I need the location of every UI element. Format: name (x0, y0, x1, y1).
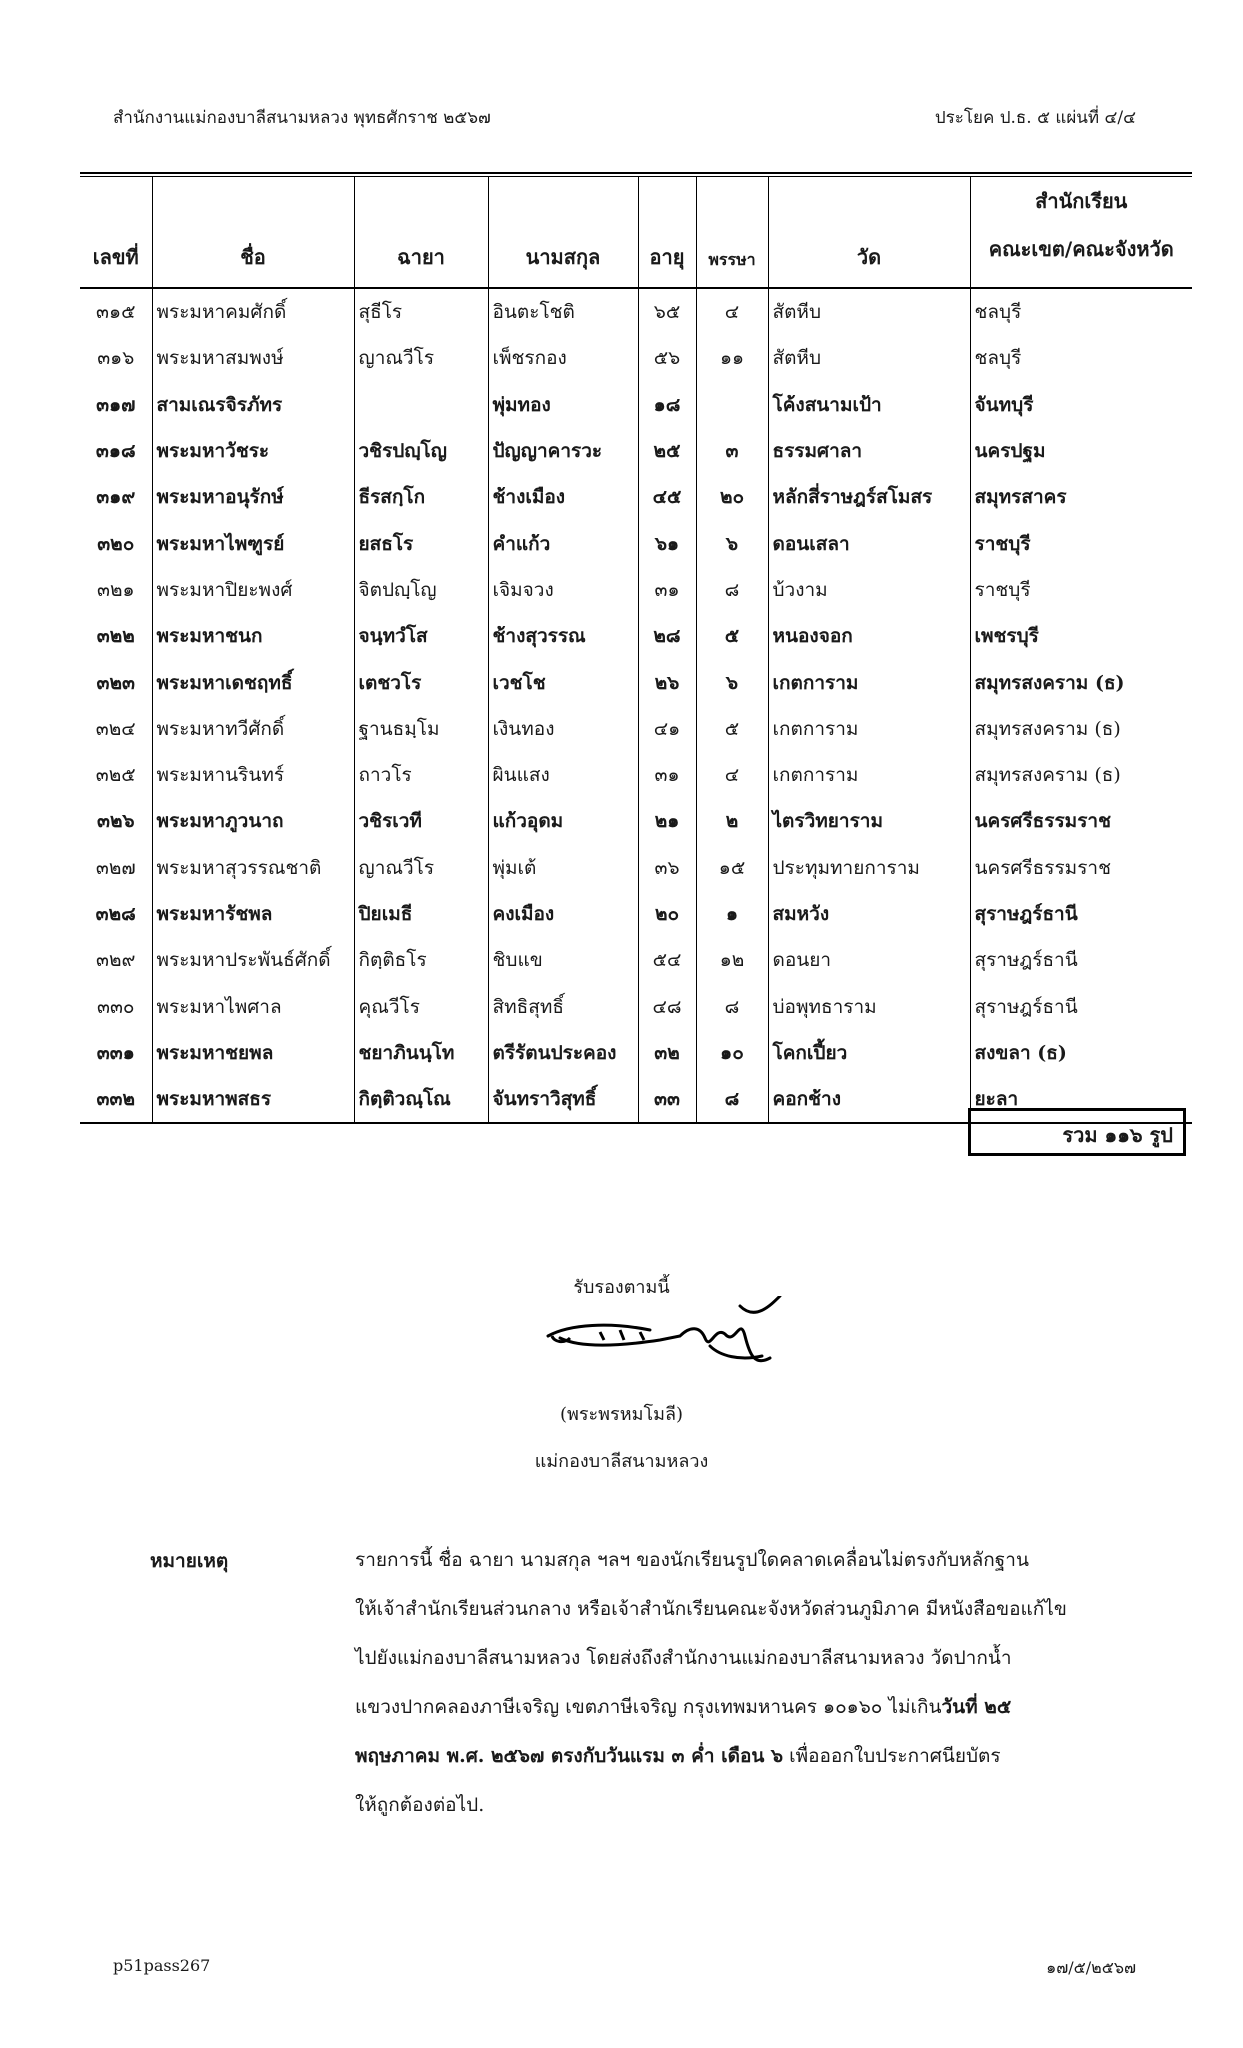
cell-wat: สัตหีบ (768, 335, 970, 381)
cell-surname: ตรีรัตนประคอง (488, 1030, 638, 1076)
cell-age: ๔๘ (638, 983, 696, 1029)
table-row (80, 520, 1192, 566)
cell-name: พระมหาคมศักดิ์ (152, 288, 354, 335)
cell-name: พระมหานรินทร์ (152, 752, 354, 798)
cell-school: นครศรีธรรมราช (970, 845, 1192, 891)
cell-chaya: เตชวโร (354, 659, 488, 705)
cell-school: สมุทรสงคราม (ธ) (970, 706, 1192, 752)
cell-no: ๓๒๓ (96, 671, 135, 694)
footer-code: p51pass267 (113, 1956, 211, 1975)
cell-chaya: ถาวโร (354, 752, 488, 798)
cell-no: ๓๓๑ (96, 1041, 135, 1064)
cell-surname: สิทธิสุทธิ์ (488, 983, 638, 1029)
table-row (80, 613, 1192, 659)
note-label: หมายเหตุ (150, 1550, 229, 1572)
cell-chaya: คุณวีโร (354, 983, 488, 1029)
cell-vassa: ๒๐ (696, 474, 768, 520)
table-row (80, 335, 1192, 381)
cell-vassa: ๕ (696, 613, 768, 659)
cell-no: ๓๒๙ (96, 949, 136, 972)
cell-vassa: ๑ (696, 891, 768, 937)
cell-surname: คำแก้ว (488, 520, 638, 566)
cell-no: ๓๑๙ (96, 486, 136, 509)
cell-chaya: ชยาภินนฺโท (354, 1030, 488, 1076)
cell-no: ๓๑๗ (96, 393, 136, 416)
cell-no: ๓๒๘ (95, 903, 136, 925)
table-row (80, 1030, 1192, 1076)
note-line (355, 1732, 1075, 1781)
table-row (80, 706, 1192, 752)
cell-name: พระมหาอนุรักษ์ (152, 474, 354, 520)
cell-age: ๒๖ (638, 659, 696, 705)
cell-surname: อินตะโชติ (488, 288, 638, 335)
cell-surname: แก้วอุดม (488, 798, 638, 844)
note-line (355, 1683, 1075, 1732)
cell-name: พระมหาชนก (152, 613, 354, 659)
cell-vassa: ๕ (696, 706, 768, 752)
table-row (80, 288, 1192, 335)
cell-wat: สัตหีบ (768, 288, 970, 335)
cell-name: พระมหาภูวนาถ (152, 798, 354, 844)
cell-surname: ช้างเมือง (488, 474, 638, 520)
header-sheet: ประโยค ป.ธ. ๕ แผ่นที่ ๔/๔ (934, 108, 1136, 128)
signature-image (540, 1296, 800, 1386)
cell-school: ชลบุรี (970, 335, 1192, 381)
cell-wat: คอกช้าง (768, 1076, 970, 1123)
col-age: อายุ (638, 177, 696, 288)
total-box: รวม ๑๑๖ รูป (968, 1108, 1186, 1156)
col-school-bottom: คณะเขต/คณะจังหวัด (988, 237, 1174, 261)
cell-school: ราชบุรี (970, 567, 1192, 613)
cell-chaya: ญาณวีโร (354, 845, 488, 891)
cell-age: ๔๑ (638, 706, 696, 752)
cell-chaya: จิตปญฺโญ (354, 567, 488, 613)
cell-vassa (696, 382, 768, 428)
cell-age: ๓๑ (638, 752, 696, 798)
cell-chaya: ญาณวีโร (354, 335, 488, 381)
cell-school: นครศรีธรรมราช (970, 798, 1192, 844)
cell-age: ๖๑ (638, 520, 696, 566)
col-vassa: พรรษา (696, 177, 768, 288)
cell-chaya: ฐานธมฺโม (354, 706, 488, 752)
cell-school: สุราษฎร์ธานี (970, 937, 1192, 983)
cell-school: ยะลา (970, 1076, 1192, 1123)
cell-name: พระมหาไพศาล (152, 983, 354, 1029)
cell-age: ๒๑ (638, 798, 696, 844)
col-name: ชื่อ (152, 177, 354, 288)
cell-surname: เพ็ชรกอง (488, 335, 638, 381)
cell-vassa: ๑๑ (696, 335, 768, 381)
cell-chaya: วชิรเวที (354, 798, 488, 844)
note-line4-normal: แขวงปากคลองภาษีเจริญ เขตภาษีเจริญ กรุงเทพมหานคร ๑๐๑๖๐ ไม่เกิน (355, 1696, 942, 1718)
cell-chaya: กิตฺติธโร (354, 937, 488, 983)
cell-no: ๓๒๒ (96, 625, 135, 648)
cell-wat: ประทุมทายการาม (768, 845, 970, 891)
cell-wat: ดอนยา (768, 937, 970, 983)
cell-chaya: สุธีโร (354, 288, 488, 335)
note-body (355, 1536, 1075, 1830)
cell-name: พระมหาพสธร (152, 1076, 354, 1123)
cell-wat: หนองจอก (768, 613, 970, 659)
table-row (80, 567, 1192, 613)
cell-name: สามเณรจิรภัทร (152, 382, 354, 428)
cell-wat: ธรรมศาลา (768, 428, 970, 474)
cell-no: ๓๑๖ (97, 347, 135, 370)
cell-age: ๓๓ (638, 1076, 696, 1123)
cell-age: ๑๘ (638, 382, 696, 428)
cell-name: พระมหาปิยะพงศ์ (152, 567, 354, 613)
table-row (80, 798, 1192, 844)
cell-no: ๓๒๐ (97, 532, 135, 555)
cell-vassa: ๖ (696, 520, 768, 566)
cell-name: พระมหาเดชฤทธิ์ (152, 659, 354, 705)
table-header-row (80, 177, 1192, 288)
table-row (80, 428, 1192, 474)
table-row (80, 845, 1192, 891)
cell-age: ๒๐ (638, 891, 696, 937)
cell-no: ๓๒๕ (95, 764, 136, 787)
signer-name: (พระพรหมโมลี) (559, 1404, 684, 1425)
cell-no: ๓๓๒ (80, 1076, 152, 1123)
cell-age: ๓๑ (638, 567, 696, 613)
note-line5-normal: เพื่อออกใบประกาศนียบัตร (783, 1745, 1001, 1767)
certify-title: รับรองตามนี้ (573, 1277, 670, 1298)
cell-vassa: ๑๕ (696, 845, 768, 891)
col-no: เลขที่ (80, 177, 152, 288)
table-row (80, 983, 1192, 1029)
cell-name: พระมหาสุวรรณชาติ (152, 845, 354, 891)
cell-age: ๓๒ (638, 1030, 696, 1076)
cell-chaya: จนฺทวํโส (354, 613, 488, 659)
note-deadline-month: พฤษภาคม พ.ศ. ๒๕๖๗ ตรงกับวันแรม ๓ ค่ำ เดือน ๖ (355, 1745, 784, 1767)
cell-no: ๓๒๗ (95, 856, 136, 879)
cell-wat: โค้งสนามเป้า (768, 382, 970, 428)
cell-surname: คงเมือง (488, 891, 638, 937)
cell-wat: ดอนเสลา (768, 520, 970, 566)
cell-school: ราชบุรี (970, 520, 1192, 566)
cell-no: ๓๑๕ (96, 301, 136, 324)
cell-chaya: ยสธโร (354, 520, 488, 566)
cell-wat: เกตการาม (768, 752, 970, 798)
cell-no: ๓๓๐ (96, 995, 135, 1018)
note-line: ให้ถูกต้องต่อไป. (355, 1794, 485, 1816)
cell-surname: เงินทอง (488, 706, 638, 752)
cell-name: พระมหารัชพล (152, 891, 354, 937)
cell-wat: หลักสี่ราษฎร์สโมสร (768, 474, 970, 520)
cell-no: ๓๑๘ (95, 440, 136, 463)
cell-name: พระมหาทวีศักดิ์ (152, 706, 354, 752)
cell-wat: สมหวัง (768, 891, 970, 937)
cell-vassa: ๔ (696, 288, 768, 335)
table-row (80, 474, 1192, 520)
cell-wat: ไตรวิทยาราม (768, 798, 970, 844)
cell-name: พระมหาสมพงษ์ (152, 335, 354, 381)
note-line: รายการนี้ ชื่อ ฉายา นามสกุล ฯลฯ ของนักเรียนรูปใดคลาดเคลื่อนไม่ตรงกับหลักฐาน (355, 1549, 1029, 1571)
cell-wat: บ่อพุทธาราม (768, 983, 970, 1029)
cell-no: ๓๒๖ (96, 810, 135, 833)
cell-no: ๓๒๑ (96, 578, 135, 601)
cell-age: ๖๕ (638, 288, 696, 335)
note-line: ให้เจ้าสำนักเรียนส่วนกลาง หรือเจ้าสำนักเรียนคณะจังหวัดส่วนภูมิภาค มีหนังสือขอแก้ไข (355, 1598, 1067, 1620)
cell-chaya: ปิยเมธี (354, 891, 488, 937)
cell-surname: พุ่มเต้ (488, 845, 638, 891)
cell-school: นครปฐม (970, 428, 1192, 474)
cell-vassa: ๑๒ (696, 937, 768, 983)
cell-school: สมุทรสงคราม (ธ) (970, 659, 1192, 705)
header-office: สำนักงานแม่กองบาลีสนามหลวง พุทธศักราช ๒๕๖๗ (113, 108, 491, 128)
cell-surname: พุ่มทอง (488, 382, 638, 428)
cell-school: เพชรบุรี (970, 613, 1192, 659)
cell-school: สงขลา (ธ) (970, 1030, 1192, 1076)
note-line: ไปยังแม่กองบาลีสนามหลวง โดยส่งถึงสำนักงานแม่กองบาลีสนามหลวง วัดปากน้ำ (355, 1647, 1012, 1669)
cell-vassa: ๘ (696, 983, 768, 1029)
cell-name: พระมหาวัชระ (152, 428, 354, 474)
cell-age: ๒๕ (638, 428, 696, 474)
col-school (970, 177, 1192, 288)
col-surname: นามสกุล (488, 177, 638, 288)
col-wat: วัด (768, 177, 970, 288)
cell-vassa: ๓ (696, 428, 768, 474)
col-school-top: สำนักเรียน (1035, 189, 1128, 213)
cell-surname: จันทราวิสุทธิ์ (488, 1076, 638, 1123)
cell-school: สมุทรสาคร (970, 474, 1192, 520)
cell-vassa: ๘ (696, 567, 768, 613)
cell-name: พระมหาไพฑูรย์ (152, 520, 354, 566)
cell-surname: ผินแสง (488, 752, 638, 798)
cell-wat: บ้วงาม (768, 567, 970, 613)
note-deadline-date: วันที่ ๒๕ (941, 1696, 1012, 1718)
col-chaya: ฉายา (354, 177, 488, 288)
cell-wat: โคกเปี้ยว (768, 1030, 970, 1076)
cell-surname: เจิมจวง (488, 567, 638, 613)
cell-surname: ปัญญาคารวะ (488, 428, 638, 474)
table-top-rule (80, 172, 1192, 174)
cell-age: ๓๖ (638, 845, 696, 891)
cell-school: จันทบุรี (970, 382, 1192, 428)
cell-wat: เกตการาม (768, 706, 970, 752)
cell-surname: เวชโช (488, 659, 638, 705)
cell-vassa: ๑๐ (696, 1030, 768, 1076)
cell-no: ๓๒๔ (95, 717, 136, 740)
table-row (80, 937, 1192, 983)
cell-school: สุราษฎร์ธานี (970, 983, 1192, 1029)
cell-school: สมุทรสงคราม (ธ) (970, 752, 1192, 798)
cell-vassa: ๘ (696, 1076, 768, 1123)
cell-chaya (354, 382, 488, 428)
signer-title: แม่กองบาลีสนามหลวง (534, 1451, 709, 1472)
cell-name: พระมหาประพันธ์ศักดิ์ (152, 937, 354, 983)
cell-vassa: ๔ (696, 752, 768, 798)
cell-age: ๔๕ (638, 474, 696, 520)
cell-chaya: วชิรปญฺโญ (354, 428, 488, 474)
table-row (80, 382, 1192, 428)
cell-chaya: ธีรสกฺโก (354, 474, 488, 520)
cell-age: ๕๖ (638, 335, 696, 381)
table-row (80, 752, 1192, 798)
cell-wat: เกตการาม (768, 659, 970, 705)
table-row (80, 659, 1192, 705)
cell-chaya: กิตฺติวณฺโณ (354, 1076, 488, 1123)
cell-age: ๕๔ (638, 937, 696, 983)
footer-date: ๑๗/๕/๒๕๖๗ (1046, 1958, 1136, 1977)
cell-surname: ชิบแข (488, 937, 638, 983)
cell-age: ๒๘ (638, 613, 696, 659)
cell-vassa: ๒ (696, 798, 768, 844)
cell-school: ชลบุรี (970, 288, 1192, 335)
cell-vassa: ๖ (696, 659, 768, 705)
table-row (80, 891, 1192, 937)
cell-name: พระมหาชยพล (152, 1030, 354, 1076)
cell-surname: ช้างสุวรรณ (488, 613, 638, 659)
results-table (80, 177, 1192, 1124)
cell-school: สุราษฎร์ธานี (970, 891, 1192, 937)
